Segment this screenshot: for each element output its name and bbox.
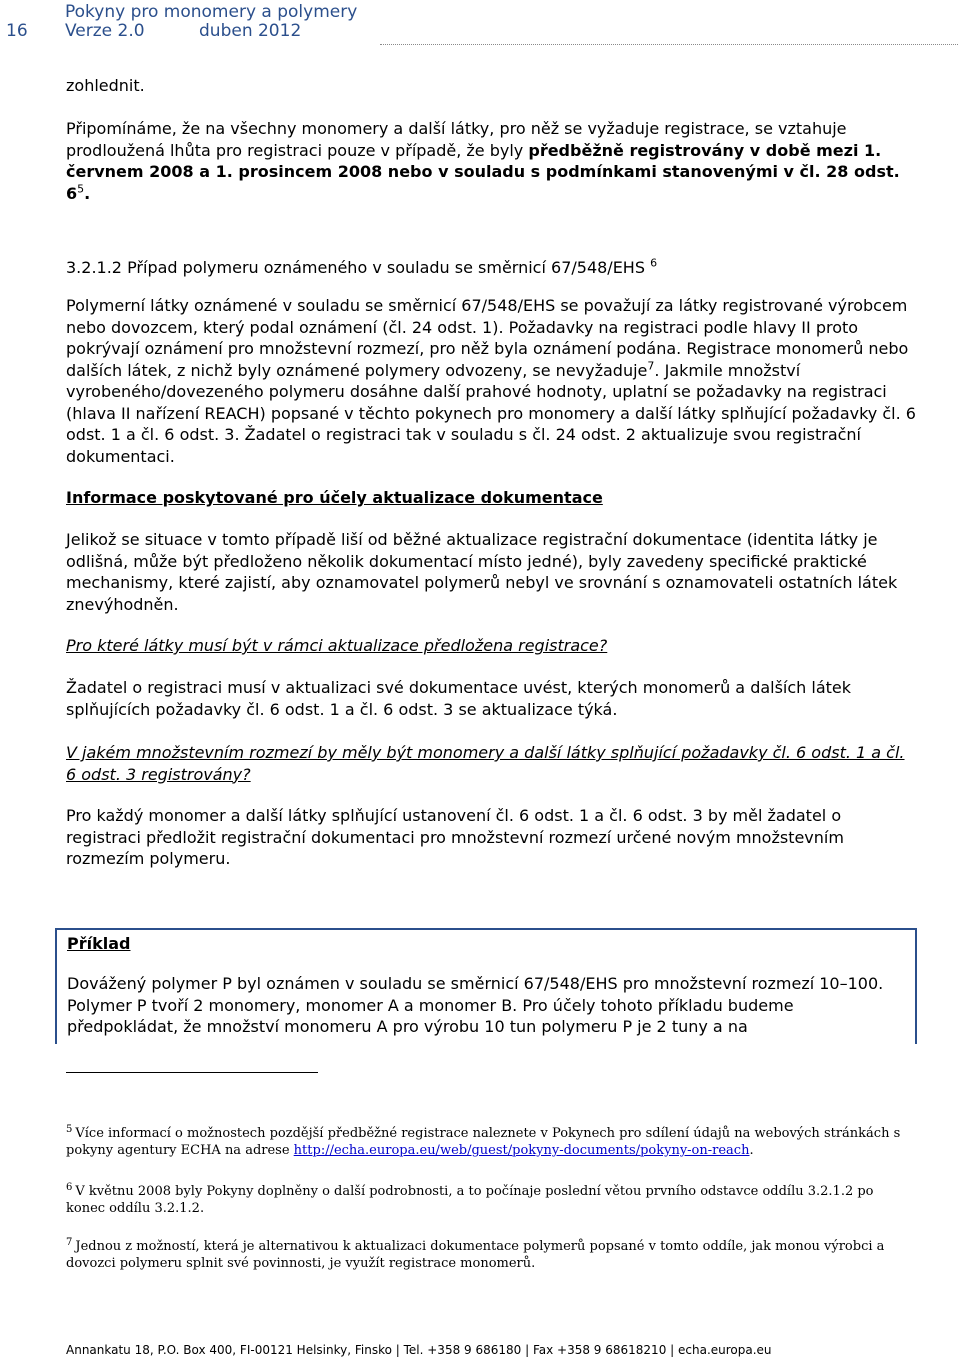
question-tonnage	[66, 742, 916, 785]
footnote-number: 5	[66, 1123, 73, 1135]
question-substances	[66, 635, 916, 657]
footnote-text: Více informací o možnostech pozdější předběžné registrace naleznete v Pokynech pro sdílení údajů na webových stránkách s pokyny agentury ECHA na adrese	[66, 1126, 901, 1158]
answer-substances: Žadatel o registraci musí v aktualizaci své dokumentace uvést, kterých monomerů a dalších látek splňujících požadavky čl. 6 odst. 1 a čl. 6 odst. 3 se aktualizace týká.	[66, 678, 852, 719]
section-heading	[66, 257, 916, 279]
document-date: duben 2012	[199, 21, 302, 41]
header-divider	[380, 44, 958, 45]
footnote-ref-7[interactable]: 7	[647, 359, 655, 373]
paragraph-text: Polymerní látky oznámené v souladu se směrnicí 67/548/EHS se považují za látky registrované výrobcem nebo dovozcem, který podal oznámení (čl. 24 odst. 1). Požadavky na registraci podle hlavy II proto pokrývají oznámení pro množstevní rozmezí, pro něž byla oznámení podána. Registrace monomerů nebo dalších látek, z nichž byly oznámené polymery odvozeny, se nevyžaduje	[66, 296, 909, 380]
footnote-divider	[66, 1072, 318, 1073]
example-title: Příklad	[67, 934, 131, 953]
page-header	[0, 0, 960, 52]
example-text: Dovážený polymer P byl oznámen v souladu se směrnicí 67/548/EHS pro množstevní rozmezí 10–100. Polymer P tvoří 2 monomery, monomer A a monomer B. Pro účely tohoto příkladu budeme předpokládat, že množství monomeru A pro výrobu 10 tun polymeru P je 2 tuny a na	[67, 974, 884, 1036]
subheading-text: Informace poskytované pro účely aktualizace dokumentace	[66, 488, 603, 507]
footnote-ref-5[interactable]: 5	[77, 182, 85, 196]
footnote-number: 7	[66, 1236, 73, 1248]
page-number: 16	[6, 21, 28, 41]
paragraph-notified-polymers	[66, 295, 916, 467]
question-text: Pro které látky musí být v rámci aktualizace předložena registrace?	[66, 636, 608, 655]
document-version: Verze 2.0	[65, 21, 145, 41]
answer-tonnage: Pro každý monomer a další látky splňující ustanovení čl. 6 odst. 1 a čl. 6 odst. 3 by měl žadatel o registraci předložit registrační dokumentaci pro množstevní rozmezí určené novým množstevním rozmezím polymeru.	[66, 806, 844, 868]
footnote-text: Jednou z možností, která je alternativou k aktualizaci dokumentace polymerů popsané v tomto oddíle, jak monou výrobci a dovozci polymeru splnit své povinnosti, je využít registrace monomerů.	[66, 1239, 885, 1271]
example-box	[55, 928, 917, 1044]
subheading-information	[66, 487, 916, 509]
section-heading-text: 3.2.1.2 Případ polymeru oznámeného v souladu se směrnicí 67/548/EHS	[66, 258, 645, 277]
page-footer: Annankatu 18, P.O. Box 400, FI-00121 Helsinky, Finsko | Tel. +358 9 686180 | Fax +358 9 68618210 | echa.europa.eu	[66, 1343, 772, 1357]
footnote-text-end: .	[749, 1143, 754, 1158]
paragraph-text-cont: . Jakmile množství vyrobeného/dovezeného polymeru dosáhne další prahové hodnoty, uplatní se požadavky na registraci (hlava II nařízení REACH) popsané v těchto pokynech pro monomery a další látky splňující požadavky čl. 6 odst. 1 a čl. 6 odst. 3. Žadatel o registraci tak v souladu s čl. 24 odst. 2 aktualizuje svou registrační dokumentaci.	[66, 360, 916, 466]
document-title: Pokyny pro monomery a polymery	[65, 2, 358, 22]
footnote-6	[66, 1183, 906, 1217]
paragraph-mechanisms: Jelikož se situace v tomto případě liší od běžné aktualizace registrační dokumentace (identita látky je odlišná, může být předloženo několik dokumentací místo jedné), byly zavedeny specifické praktické mechanismy, které zajistí, aby oznamovatel polymerů nebyl ve srovnání s oznamovateli ostatních látek znevýhodněn.	[66, 530, 898, 614]
bold-text: předběžně registrovány v době mezi 1. červnem 2008 a 1. prosincem 2008 nebo v souladu s podmínkami stanovenými v čl. 28 odst. 6	[66, 140, 900, 203]
footnote-number: 6	[66, 1181, 73, 1193]
footnote-5	[66, 1125, 906, 1159]
footnote-7	[66, 1238, 906, 1272]
footnote-link[interactable]: http://echa.europa.eu/web/guest/pokyny-documents/pokyny-on-reach	[293, 1143, 750, 1158]
bold-text-end: .	[84, 183, 91, 203]
footnote-text: V květnu 2008 byly Pokyny doplněny o další podrobnosti, a to počínaje poslední větou prvního odstavce oddílu 3.2.1.2 po konec oddílu 3.2.1.2.	[66, 1184, 874, 1216]
paragraph-continuation: zohlednit.	[66, 76, 145, 95]
footnote-ref-6[interactable]: 6	[650, 256, 658, 270]
paragraph-text: Připomínáme, že na všechny monomery a další látky, pro něž se vyžaduje registrace, se vztahuje prodloužená lhůta pro registraci pouze v případě, že byly	[66, 119, 847, 160]
paragraph-registration-note	[66, 118, 916, 204]
question-text: V jakém množstevním rozmezí by měly být monomery a další látky splňující požadavky čl. 6 odst. 1 a čl. 6 odst. 3 registrovány?	[66, 743, 905, 784]
